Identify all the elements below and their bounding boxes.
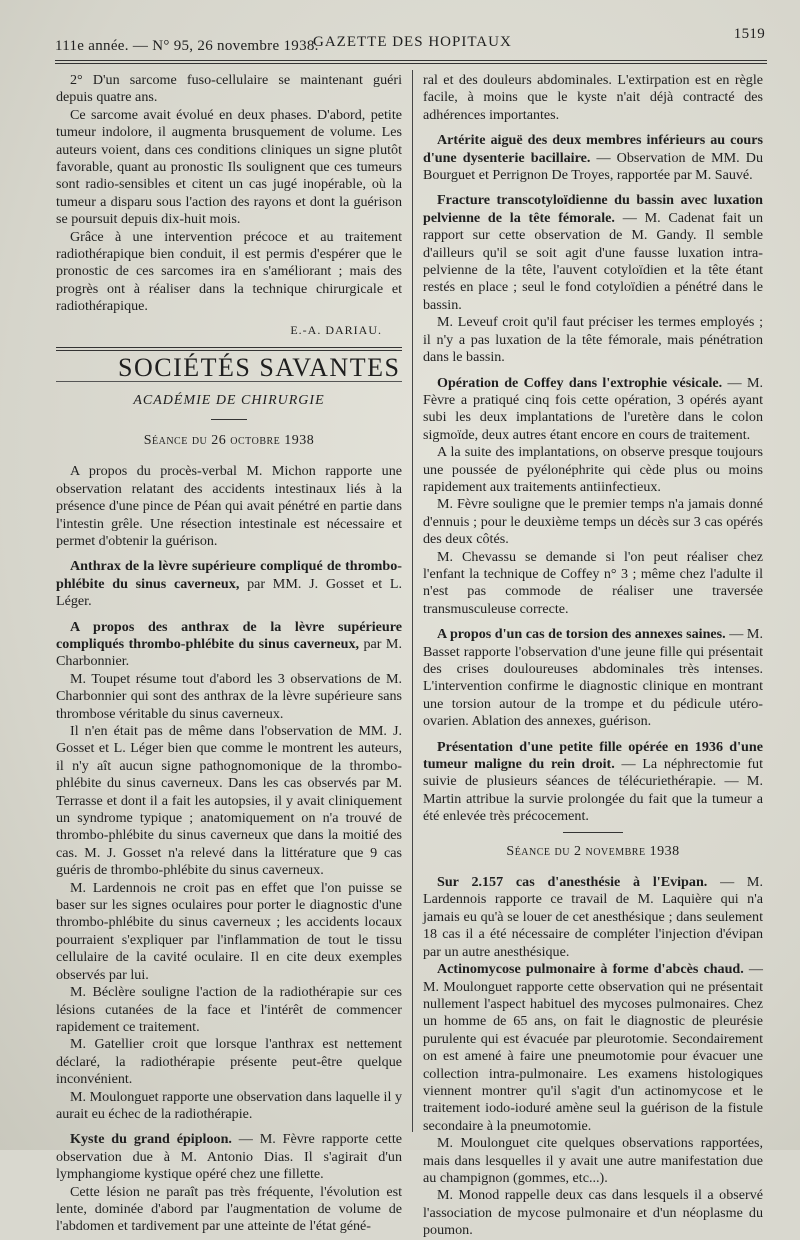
short-rule [211,419,247,420]
paragraph: M. Chevassu se demande si l'on peut réaliser chez l'enfant la technique de Coffey n° 3 ; même chez l'adulte il n'est pas commode de réaliser une traversée transmusculeuse correcte. [423,548,763,617]
paragraph: A propos du procès-verbal M. Michon rapporte une observation relatant des accidents intestinaux liés à la présence d'une pince de Péan qui avait pénétré en partie dans l'intestin grêle. Une résection intestinale est nécessaire et permet d'obtenir la guérison. [56,463,402,549]
right-column [423,72,763,1240]
section-separator [56,347,402,351]
paragraph: Ce sarcome avait évolué en deux phases. D'abord, petite tumeur indolore, il augmenta brusquement de volume. Les auteurs voient, dans ces conditions cliniques un signe plutôt favorable, quant au pronostic Ils soulignent que ces tumeurs sont radio-sensibles et citent un cas jugé inopérable, où la tumeur a disparu sous l'action des rayons et dont la guérison se poursuit depuis dix-huit mois. [56,106,402,228]
paragraph: Actinomycose pulmonaire à forme d'abcès chaud. — M. Moulonguet rapporte cette observation qui ne présentait nullement l'aspect habituel des mycoses pulmonaires. Chez un homme de 65 ans, on fait le diagnostic de pleurésie purulente qui est évacuée par pleurotomie. Secondairement on est amené à faire une pneumotomie pour évacuer une collection intra-pulmonaire. Les examens histologiques viennent montrer qu'il s'agit d'un actinomycose et le traitement iodo-ioduré amène seul la guérison de la fistule secondaire à la pneumotomie. [423,961,763,1134]
paragraph: Il n'en était pas de même dans l'observation de MM. J. Gosset et L. Léger bien que comme le montrent les auteurs, il n'y aît aucun signe pathognomonique de la thrombo-phlébite du sinus caverneux. Dans les cas observés par M. Terrasse et dont il a fait les autopsies, il y avait cliniquement un syndrome typique ; anatomiquement on n'a trouvé de thrombo-phlébite du sinus caverneux que dans la moitié des cas. M. J. Gosset n'a relevé dans la littérature que 9 cas guéris de thrombo-phlébite du sinus caverneux. [56,723,402,879]
paragraph: A propos d'un cas de torsion des annexes saines. — M. Basset rapporte l'observation d'une jeune fille qui présentait des crises douloureuses abdominales très intenses. L'intervention confirme le diagnostic clinique en montrant une torsion autour de la trompe et du pédicule utéro-ovarien. Ablation des annexes, guérison. [423,626,763,730]
paragraph: M. Gatellier croit que lorsque l'anthrax est nettement déclaré, la radiothérapie présente peut-être quelque inconvénient. [56,1036,402,1088]
paragraph: M. Moulonguet cite quelques observations rapportées, mais dans lesquelles il y avait une autre manifestation due au champignon (gommes, etc...). [423,1135,763,1186]
paragraph: M. Moulonguet rapporte une observation dans laquelle il y aurait eu échec de la radiothérapie. [56,1088,402,1122]
journal-title: GAZETTE DES HOPITAUX [313,34,512,50]
paragraph: Artérite aiguë des deux membres inférieurs au cours d'une dysenterie bacillaire. — Observation de MM. Du Bourguet et Perrignon De Troyes, rapportée par M. Sauvé. [423,132,763,184]
left-column [56,72,402,1236]
paragraph: A la suite des implantations, on observe presque toujours une poussée de pyélonéphrite qui cède plus ou moins rapidement aux traitements antiinfectieux. [423,444,763,495]
page-number: 1519 [733,26,765,42]
paragraph: M. Leveuf croit qu'il faut préciser les termes employés ; il n'y a pas luxation de la tête fémorale, mais pénétration dans le bassin. [423,314,763,366]
academy-heading: ACADÉMIE DE CHIRURGIE [133,392,325,408]
column-divider [412,70,413,1132]
header-rule [55,60,767,61]
paragraph: Opération de Coffey dans l'extrophie vésicale. — M. Fèvre a pratiqué cinq fois cette opération, 3 opérés ayant subi les deux implantations de l'uretère dans le colon sigmoïde, deux autres étant encore en cours de traitement. [423,374,763,443]
paragraph: Présentation d'une petite fille opérée en 1936 d'une tumeur maligne du rein droit. — La néphrectomie fut suivie de plusieurs séances de télécuriethérapie. — M. Martin attribue la survie prolongée du fait que la tumeur a été enlevée très précocement. [423,738,763,825]
paragraph: Anthrax de la lèvre supérieure compliqué de thrombo-phlébite du sinus caverneux, par MM. J. Gosset et L. Léger. [56,558,402,610]
paragraph: A propos des anthrax de la lèvre supérieure compliqués thrombo-phlébite du sinus caverneux, par M. Charbonnier. [56,618,402,670]
author-signature: E.-A. DARIAU. [290,322,382,337]
session-heading: Séance du 2 novembre 1938 [506,843,680,859]
running-header [55,26,765,56]
paragraph: Fracture transcotyloïdienne du bassin avec luxation pelvienne de la tête fémorale. — M. Cadenat fait un rapport sur cette observation de M. Gandy. Il semble d'ailleurs qu'il se soit agit d'une fausse luxation intra-pelvienne de la tête, l'auvent cotyloïdien et la tête étant restés en place ; seul le fond cotyloïdien a pénétré dans le bassin. [423,192,763,313]
paragraph: M. Béclère souligne l'action de la radiothérapie sur ces lésions cutanées de la face et l'intérêt de commencer rapidement ce traitement. [56,984,402,1035]
issue-line: 111e année. — N° 95, 26 novembre 1938. [55,38,319,54]
paragraph: Kyste du grand épiploon. — M. Fèvre rapporte cette observation due à M. Antonio Dias. Il s'agirait d'un lymphangiome kystique opéré chez une fillette. [56,1131,402,1183]
paragraph: Sur 2.157 cas d'anesthésie à l'Evipan. — M. Lardennois rapporte ce travail de M. Laquière qui n'a jamais eu qu'à se louer de cet anesthésique ; dans seulement 18 cas il a été nécessaire de compléter l'injection d'évipan par un autre anesthésique. [423,874,763,960]
paragraph: M. Lardennois ne croit pas en effet que l'on puisse se baser sur les signes oculaires pour porter le diagnostic d'une thrombo-phlébite du sinus caverneux ; les accidents locaux pourraient s'expliquer par l'inflammation de tout le tissu cellulaire de la cavité oculaire. Il en cite deux exemples observés par lui. [56,879,402,983]
paragraph: M. Monod rappelle deux cas dans lesquels il a observé l'association de mycose pulmonaire et d'un néoplasme du poumon. [423,1187,763,1239]
paragraph: Grâce à une intervention précoce et au traitement radiothérapique bien conduit, il est permis d'espérer que le pronostic de ces sarcomes ira en s'améliorant ; mais des progrès ont à réaliser dans la technique chirurgicale et radiothérapique. [56,228,402,315]
paragraph: M. Toupet résume tout d'abord les 3 observations de M. Charbonnier qui sont des anthrax de la lèvre supérieure sans thrombose véritable du sinus caverneux. [56,670,402,722]
paragraph: 2° D'un sarcome fuso-cellulaire se maintenant guéri depuis quatre ans. [56,72,402,106]
session-heading: Séance du 26 octobre 1938 [143,432,315,448]
paragraph: ral et des douleurs abdominales. L'extirpation est en règle facile, à moins que le kyste n'ait déjà contracté des adhérences importantes. [423,72,763,123]
section-title: SOCIÉTÉS SAVANTES [118,353,401,383]
paragraph: M. Fèvre souligne que le premier temps n'a jamais donné d'ennuis ; pour le deuxième temps un décès sur 3 cas opérés des deux côtés. [423,496,763,548]
paragraph: Cette lésion ne paraît pas très fréquente, l'évolution est lente, dominée d'abord par l'augmentation de volume de l'abdomen et tardivement par une atteinte de l'état géné- [56,1183,402,1235]
short-rule [563,832,623,833]
header-rule-2 [55,63,767,64]
